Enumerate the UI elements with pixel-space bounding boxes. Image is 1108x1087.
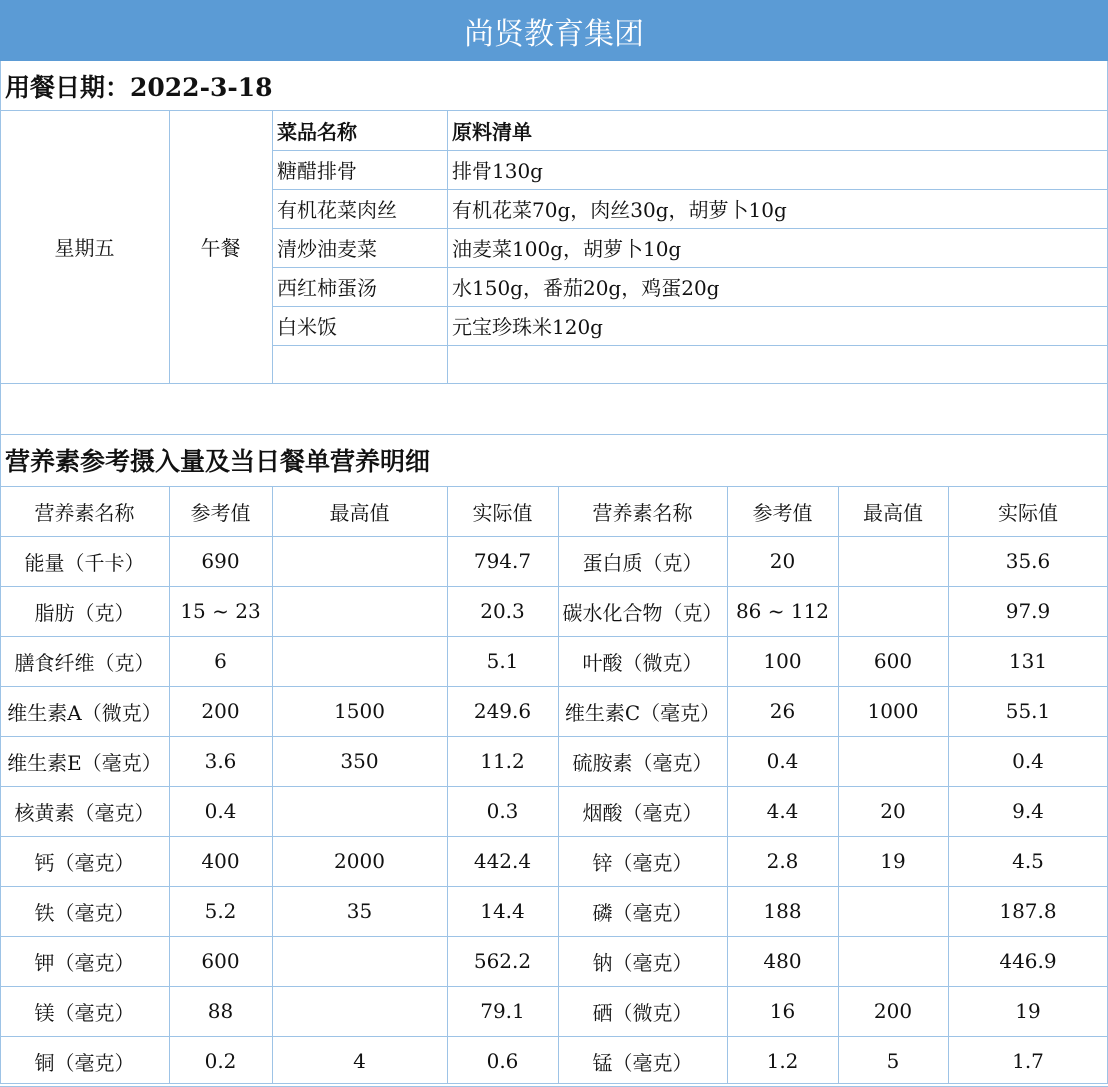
reference-value-cell[interactable]: 690 <box>201 549 240 573</box>
max-value-cell[interactable] <box>838 736 948 786</box>
nutrient-name-cell[interactable]: 铁（毫克） <box>34 900 135 925</box>
nutrient-name-cell[interactable]: 硫胺素（毫克） <box>572 750 713 775</box>
max-value-cell[interactable]: 1000 <box>867 699 919 723</box>
dish-name-header[interactable]: 菜品名称 <box>277 119 357 144</box>
max-value-cell[interactable] <box>272 786 447 836</box>
grid-line <box>0 536 1108 537</box>
actual-value-cell[interactable]: 97.9 <box>1005 599 1051 623</box>
grid-line <box>169 110 170 383</box>
max-value-cell[interactable] <box>272 536 447 586</box>
max-value-cell[interactable] <box>272 636 447 686</box>
actual-value-cell[interactable]: 0.4 <box>1012 749 1044 773</box>
ingredients-cell[interactable]: 排骨130g <box>452 159 543 183</box>
reference-value-cell[interactable]: 1.2 <box>766 1049 799 1073</box>
nutrient-name-cell[interactable]: 蛋白质（克） <box>582 550 703 575</box>
grid-line <box>0 586 1108 587</box>
nutrient-name-cell[interactable]: 硒（微克） <box>592 1000 693 1025</box>
grid-line <box>0 636 1108 637</box>
reference-value-cell[interactable]: 88 <box>207 999 234 1023</box>
nutrient-name-cell[interactable]: 锰（毫克） <box>592 1050 693 1075</box>
grid-line <box>0 383 1108 384</box>
max-value-cell[interactable]: 35 <box>346 899 373 923</box>
grid-line <box>0 736 1108 737</box>
grid-line <box>0 1036 1108 1037</box>
reference-value-cell[interactable]: 188 <box>763 899 802 923</box>
grid-line <box>447 110 448 383</box>
max-value-cell[interactable]: 20 <box>880 799 906 823</box>
grid-line <box>272 267 1108 268</box>
grid-line <box>272 189 1108 190</box>
ingredients-header[interactable]: 原料清单 <box>452 119 532 144</box>
nutrient-name-cell[interactable]: 钾（毫克） <box>34 950 135 975</box>
grid-line <box>0 836 1108 837</box>
nutrient-name-cell[interactable]: 锌（毫克） <box>592 850 693 875</box>
nutrient-name-cell[interactable]: 脂肪（克） <box>34 600 135 625</box>
school-title: 尚贤教育集团 <box>0 0 1108 61</box>
grid-line <box>727 486 728 1084</box>
actual-value-header[interactable]: 实际值 <box>472 500 533 525</box>
ingredients-cell[interactable]: 油麦菜100g，胡萝卜10g <box>452 237 682 261</box>
max-value-cell[interactable]: 350 <box>340 749 379 773</box>
reference-value-header[interactable]: 参考值 <box>190 500 251 525</box>
grid-line <box>272 486 273 1084</box>
actual-value-cell[interactable]: 14.4 <box>480 899 525 923</box>
ingredients-cell[interactable]: 有机花菜70g，肉丝30g，胡萝卜10g <box>452 198 787 222</box>
grid-line <box>272 150 1108 151</box>
reference-value-cell[interactable]: 3.6 <box>204 749 237 773</box>
reference-value-cell[interactable]: 200 <box>201 699 240 723</box>
nutrient-name-cell[interactable]: 钠（毫克） <box>592 950 693 975</box>
reference-value-cell[interactable]: 100 <box>763 649 802 673</box>
grid-line <box>0 434 1108 435</box>
grid-line <box>838 486 839 1084</box>
nutrient-name-cell[interactable]: 维生素C（毫克） <box>564 700 721 725</box>
reference-value-cell[interactable]: 6 <box>214 649 227 673</box>
grid-line <box>0 686 1108 687</box>
actual-value-cell[interactable]: 20.3 <box>480 599 525 623</box>
actual-value-cell[interactable]: 562.2 <box>473 949 532 973</box>
nutrient-name-cell[interactable]: 膳食纤维（克） <box>14 650 155 675</box>
nutrient-name-cell[interactable]: 维生素E（毫克） <box>7 750 162 775</box>
grid-line <box>272 345 1108 346</box>
max-value-header[interactable]: 最高值 <box>329 500 390 525</box>
actual-value-cell[interactable]: 79.1 <box>480 999 525 1023</box>
grid-line <box>272 228 1108 229</box>
actual-value-cell[interactable]: 0.3 <box>486 799 519 823</box>
nutrition-heading[interactable]: 营养素参考摄入量及当日餐单营养明细 <box>5 447 431 476</box>
nutrient-name-cell[interactable]: 磷（毫克） <box>592 900 693 925</box>
grid-line <box>0 936 1108 937</box>
reference-value-cell[interactable]: 16 <box>769 999 796 1023</box>
actual-value-cell[interactable]: 11.2 <box>480 749 525 773</box>
reference-value-cell[interactable]: 20 <box>769 549 796 573</box>
nutrient-name-cell[interactable]: 烟酸（毫克） <box>582 800 703 825</box>
actual-value-cell[interactable]: 794.7 <box>473 549 532 573</box>
actual-value-cell[interactable]: 0.6 <box>486 1049 519 1073</box>
reference-value-cell[interactable]: 400 <box>201 849 240 873</box>
meal-type[interactable]: 午餐 <box>200 236 241 260</box>
grid-line <box>0 110 1108 111</box>
grid-line <box>558 486 559 1084</box>
actual-value-cell[interactable]: 19 <box>1015 999 1041 1023</box>
actual-value-cell[interactable]: 446.9 <box>999 949 1057 973</box>
grid-line <box>0 486 1108 487</box>
day-of-week[interactable]: 星期五 <box>54 236 115 260</box>
max-value-cell[interactable] <box>838 586 948 636</box>
grid-line <box>169 486 170 1084</box>
reference-value-cell[interactable]: 15 ~ 23 <box>180 599 261 623</box>
dish-name-cell[interactable]: 白米饭 <box>277 315 337 339</box>
actual-value-header[interactable]: 实际值 <box>998 500 1058 525</box>
actual-value-cell[interactable]: 55.1 <box>1005 699 1051 723</box>
max-value-cell[interactable]: 2000 <box>334 849 385 873</box>
max-value-cell[interactable] <box>838 886 948 936</box>
grid-line <box>447 486 448 1084</box>
dish-name-cell[interactable]: 清炒油麦菜 <box>277 237 377 261</box>
nutrient-name-cell[interactable]: 维生素A（微克） <box>7 700 162 725</box>
grid-line <box>0 886 1108 887</box>
max-value-cell[interactable]: 5 <box>886 1049 900 1073</box>
max-value-cell[interactable] <box>272 936 447 986</box>
actual-value-cell[interactable]: 9.4 <box>1012 799 1044 823</box>
reference-value-cell[interactable]: 480 <box>763 949 802 973</box>
nutrient-name-header[interactable]: 营养素名称 <box>34 500 135 525</box>
nutrient-name-cell[interactable]: 核黄素（毫克） <box>14 800 155 825</box>
grid-line <box>0 986 1108 987</box>
nutrient-name-header[interactable]: 营养素名称 <box>592 500 693 525</box>
meal-date[interactable]: 用餐日期：2022-3-18 <box>5 72 273 102</box>
grid-line <box>948 486 949 1084</box>
reference-value-cell[interactable]: 4.4 <box>766 799 799 823</box>
dish-name-cell[interactable]: 糖醋排骨 <box>277 159 357 183</box>
actual-value-cell[interactable]: 187.8 <box>999 899 1057 923</box>
nutrient-name-cell[interactable]: 碳水化合物（克） <box>562 600 723 625</box>
max-value-cell[interactable] <box>838 936 948 986</box>
max-value-cell[interactable] <box>272 586 447 636</box>
reference-value-cell[interactable]: 26 <box>769 699 796 723</box>
max-value-cell[interactable]: 19 <box>880 849 906 873</box>
grid-line <box>0 786 1108 787</box>
reference-value-cell[interactable]: 600 <box>201 949 240 973</box>
ingredients-cell[interactable]: 元宝珍珠米120g <box>452 315 603 339</box>
reference-value-cell[interactable]: 0.4 <box>204 799 237 823</box>
grid-line <box>0 61 1 1084</box>
max-value-cell[interactable]: 600 <box>873 649 913 673</box>
reference-value-cell[interactable]: 0.2 <box>204 1049 237 1073</box>
max-value-cell[interactable]: 4 <box>353 1049 366 1073</box>
actual-value-cell[interactable]: 249.6 <box>473 699 532 723</box>
reference-value-cell[interactable]: 86 ~ 112 <box>735 599 830 623</box>
reference-value-cell[interactable]: 0.4 <box>766 749 799 773</box>
actual-value-cell[interactable]: 442.4 <box>473 849 532 873</box>
grid-line <box>272 306 1108 307</box>
actual-value-cell[interactable]: 5.1 <box>486 649 519 673</box>
actual-value-cell[interactable]: 4.5 <box>1012 849 1044 873</box>
actual-value-cell[interactable]: 35.6 <box>1005 549 1051 573</box>
dish-name-cell[interactable]: 西红柿蛋汤 <box>277 276 377 300</box>
nutrient-name-cell[interactable]: 铜（毫克） <box>34 1050 135 1075</box>
reference-value-cell[interactable]: 2.8 <box>766 849 799 873</box>
reference-value-cell[interactable]: 5.2 <box>204 899 237 923</box>
ingredients-cell[interactable]: 水150g，番茄20g，鸡蛋20g <box>452 276 720 300</box>
dish-name-cell[interactable]: 有机花菜肉丝 <box>277 198 397 222</box>
actual-value-cell[interactable]: 1.7 <box>1012 1049 1044 1073</box>
max-value-cell[interactable]: 200 <box>873 999 913 1023</box>
nutrient-name-cell[interactable]: 叶酸（微克） <box>582 650 703 675</box>
max-value-header[interactable]: 最高值 <box>863 500 923 525</box>
max-value-cell[interactable]: 1500 <box>334 699 385 723</box>
nutrient-name-cell[interactable]: 镁（毫克） <box>34 1000 135 1025</box>
grid-line <box>272 110 273 383</box>
nutrient-name-cell[interactable]: 钙（毫克） <box>34 850 135 875</box>
nutrient-name-cell[interactable]: 能量（千卡） <box>24 550 145 575</box>
max-value-cell[interactable] <box>272 986 447 1036</box>
actual-value-cell[interactable]: 131 <box>1008 649 1048 673</box>
reference-value-header[interactable]: 参考值 <box>752 500 813 525</box>
max-value-cell[interactable] <box>838 536 948 586</box>
